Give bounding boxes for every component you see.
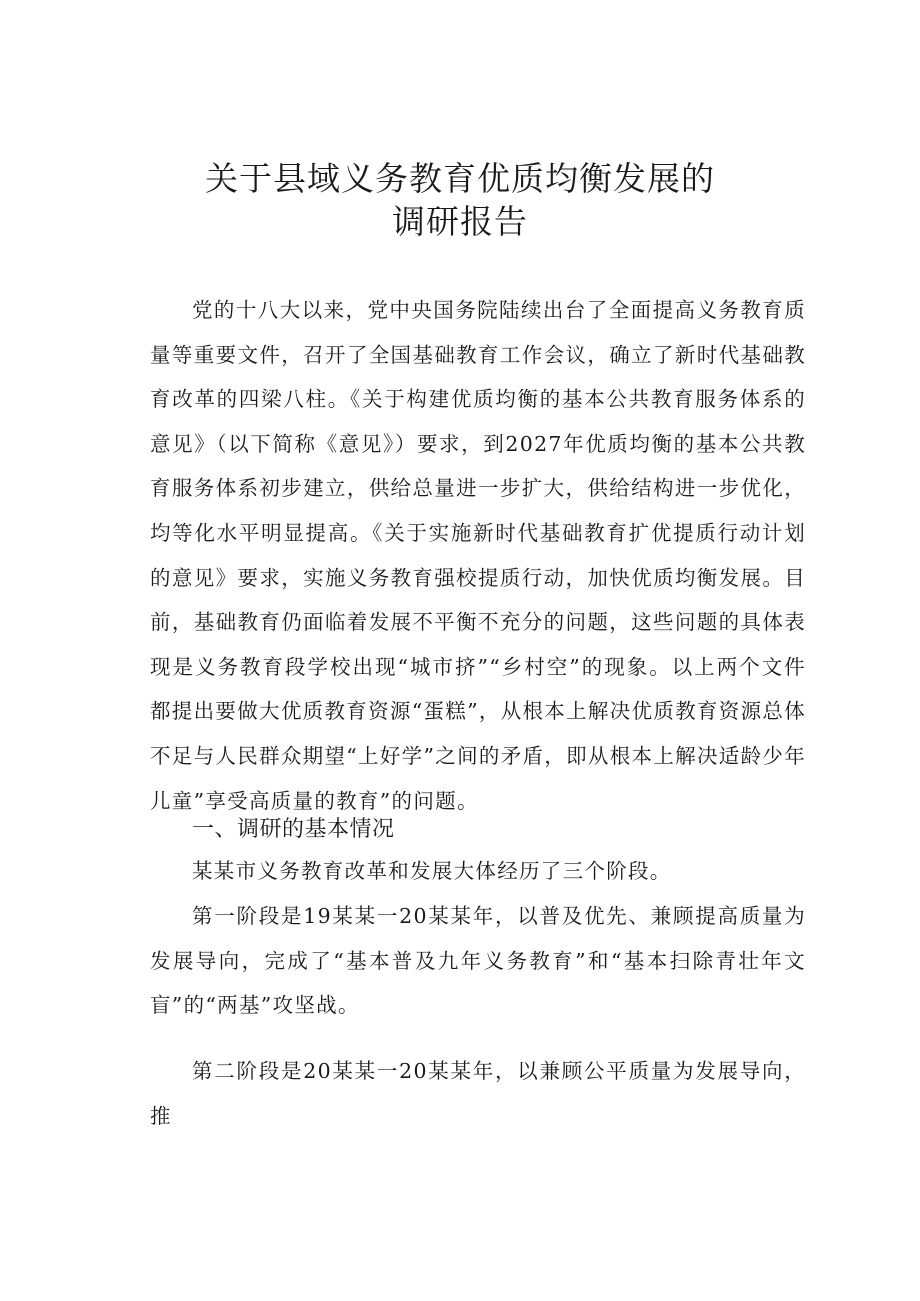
document-title-line-1: 关于县域义务教育优质均衡发展的 [205, 159, 715, 198]
intro-paragraph: 党的十八大以来，党中央国务院陆续出台了全面提高义务教育质量等重要文件，召开了全国基础教育工作会议，确立了新时代基础教育改革的四梁八柱。《关于构建优质均衡的基本公共教育服务体系的意见》（以下简称《意见》）要求，到2027年优质均衡的基本公共教育服务体系初步建立，供给总量进一步扩大，供给结构进一步优化，均等化水平明显提高。《关于实施新时代基础教育扩优提质行动计划的意见》要求，实施义务教育强校提质行动，加快优质均衡发展。目前，基础教育仍面临着发展不平衡不充分的问题，这些问题的具体表现是义务教育段学校出现“城市挤”“乡村空”的现象。以上两个文件都提出要做大优质教育资源“蛋糕”，从根本上解决优质教育资源总体不足与人民群众期望“上好学”之间的矛盾，即从根本上解决适龄少年儿童”享受高质量的教育”的问题。 [150, 298, 806, 813]
section-heading-basic-situation: 一、调研的基本情况 [192, 817, 395, 842]
paragraph-stage-two: 第二阶段是20某某一20某某年，以兼顾公平质量为发展导向，推 [150, 1059, 806, 1128]
paragraph-stage-one: 第一阶段是19某某一20某某年，以普及优先、兼顾提高质量为发展导向，完成了“基本普及九年义务教育”和“基本扫除青壮年文盲”的“两基”攻坚战。 [150, 904, 806, 1018]
document-title-line-2: 调研报告 [392, 202, 528, 241]
paragraph-three-stages: 某某市义务教育改革和发展大体经历了三个阶段。 [192, 859, 672, 883]
